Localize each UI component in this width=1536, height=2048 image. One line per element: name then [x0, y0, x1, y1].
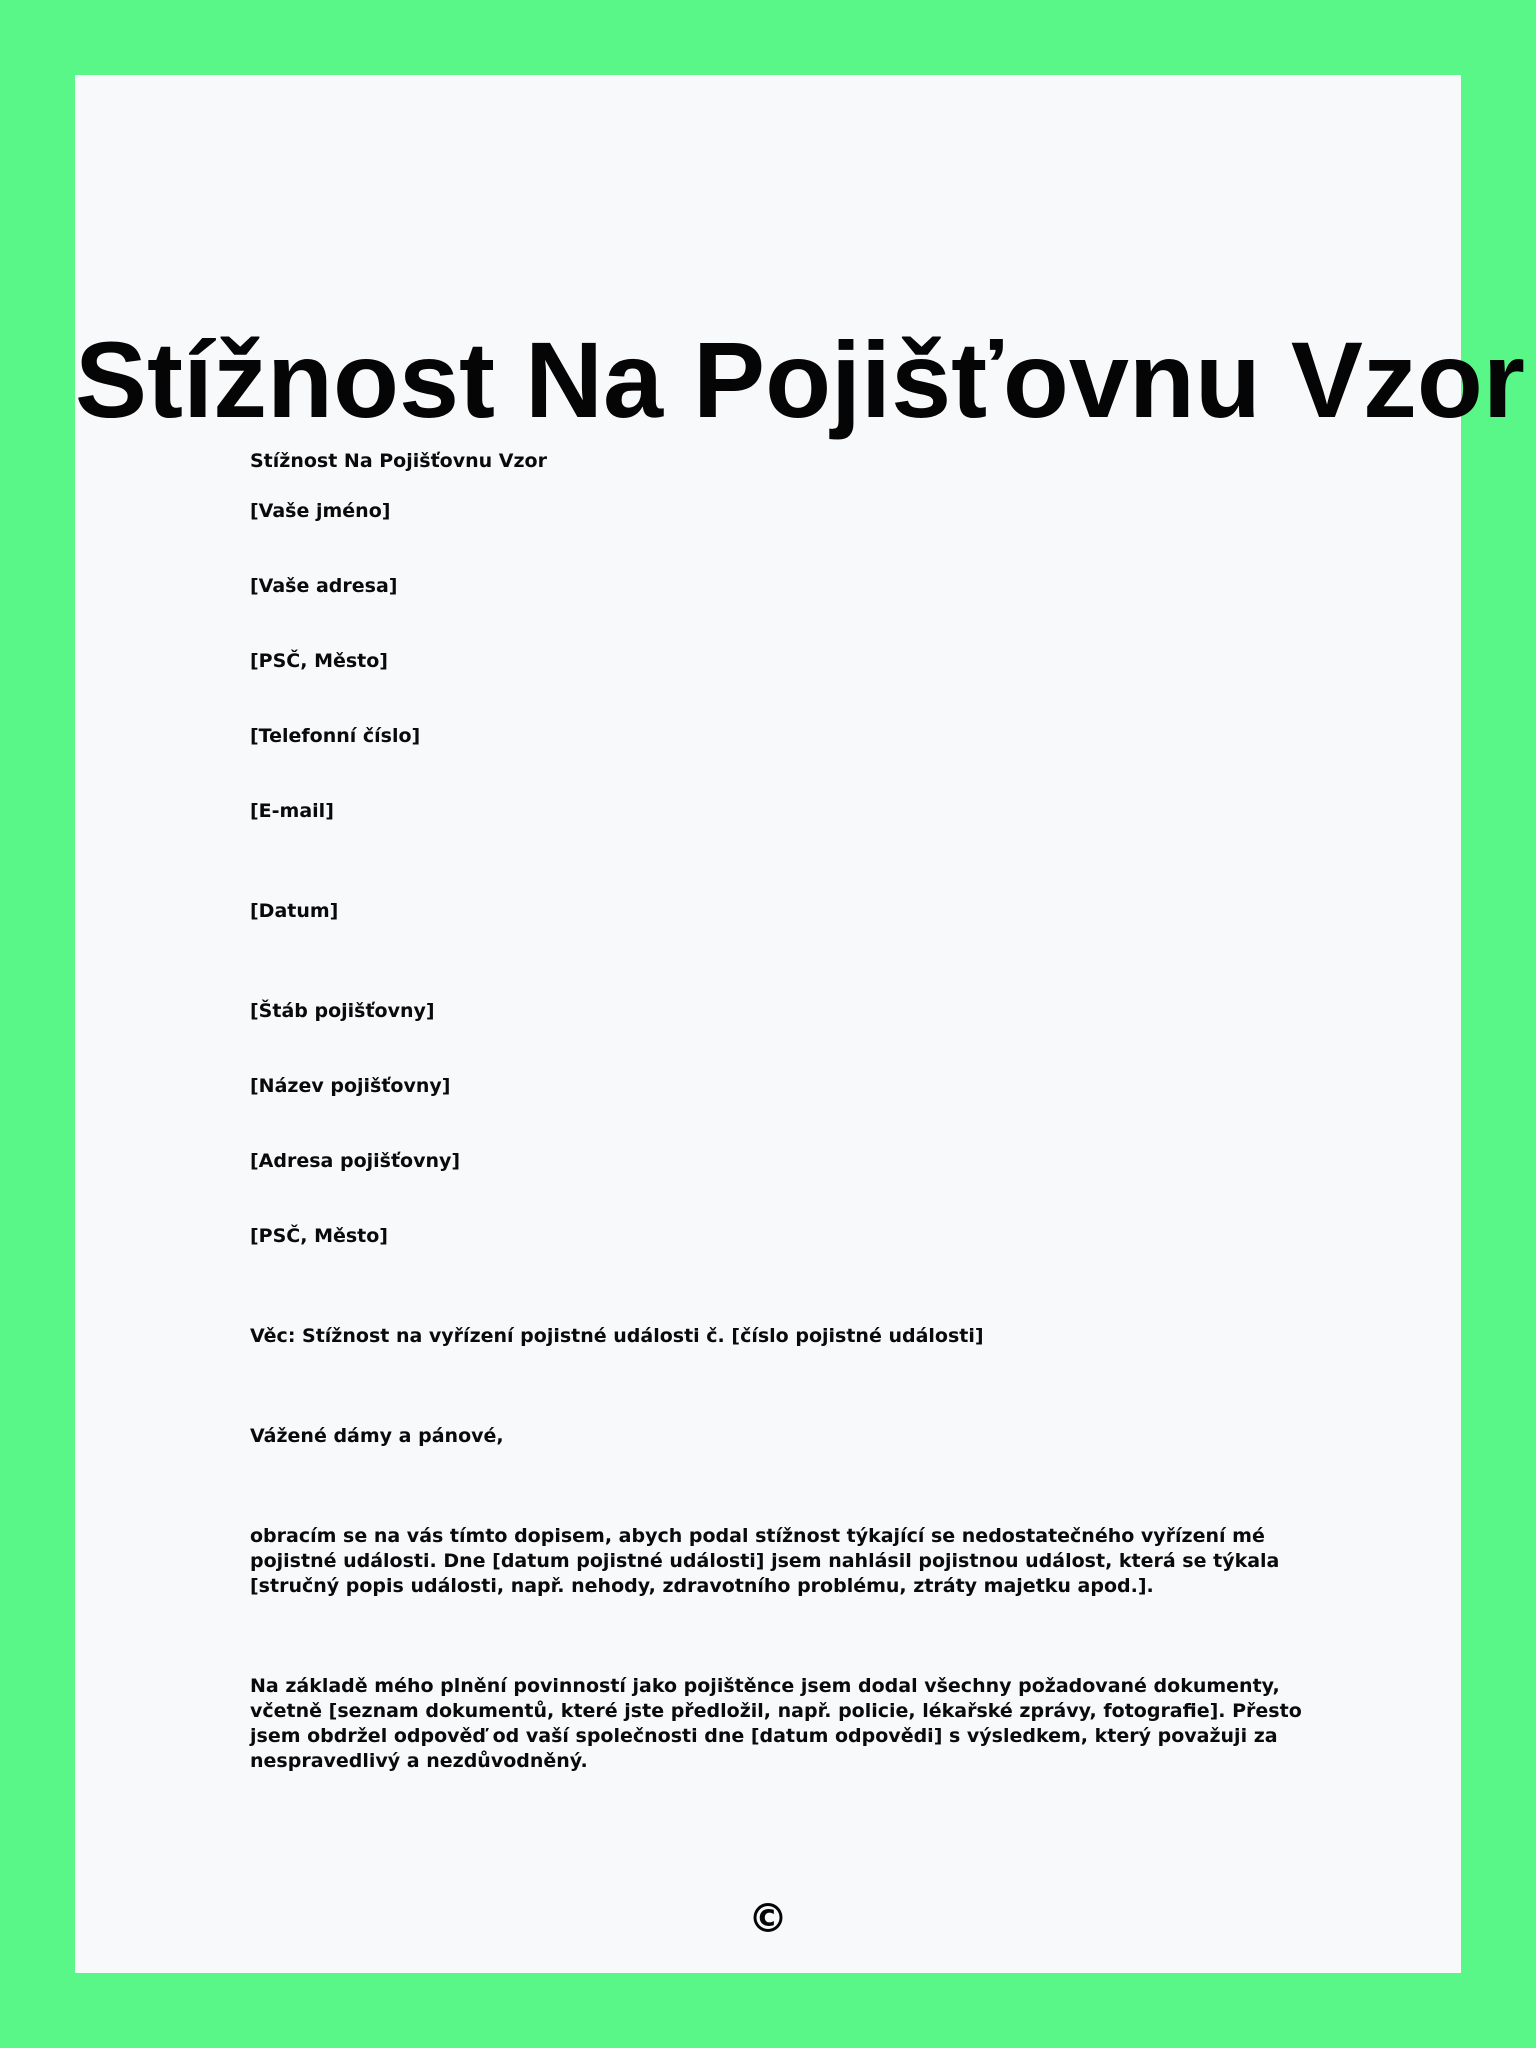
document-page: [75, 75, 1525, 1973]
sender-zip-city: [PSČ, Město]: [250, 650, 388, 672]
letter-paragraph: obracím se na vás tímto dopisem, abych podal stížnost týkající se nedostatečného vyřízení mé pojistné události. Dne [datum pojistné události] jsem nahlásil pojistnou událost, která se týkala [stručný popis události, např. nehody, zdravotního problému, ztráty majetku apod.].: [250, 1525, 1280, 1597]
letter-paragraph: Na základě mého plnění povinností jako pojištěnce jsem dodal všechny požadované dokumenty, včetně [seznam dokumentů, které jste předložil, např. policie, lékařské zprávy, fotografie]. Přesto jsem obdržel odpověď od vaší společnosti dne [datum odpovědi] s výsledkem, který považuji za nespravedlivý a nezdůvodněný.: [250, 1675, 1302, 1772]
sender-email: [E-mail]: [250, 800, 334, 822]
document-title: Stížnost Na Pojišťovnu Vzor: [75, 319, 1525, 440]
sender-phone: [Telefonní číslo]: [250, 725, 421, 747]
recipient-staff: [Štáb pojišťovny]: [250, 1000, 435, 1022]
letter-salutation: Vážené dámy a pánové,: [250, 1425, 504, 1447]
sender-address: [Vaše adresa]: [250, 575, 398, 597]
letter-date: [Datum]: [250, 900, 339, 922]
letter-subject: Věc: Stížnost na vyřízení pojistné události č. [číslo pojistné události]: [250, 1325, 984, 1347]
recipient-name: [Název pojišťovny]: [250, 1075, 451, 1097]
document-subtitle: Stížnost Na Pojišťovnu Vzor: [250, 450, 547, 472]
recipient-address: [Adresa pojišťovny]: [250, 1150, 461, 1172]
sender-name: [Vaše jméno]: [250, 500, 391, 522]
recipient-zip-city: [PSČ, Město]: [250, 1225, 388, 1247]
copyright-icon: ©: [748, 1896, 788, 1942]
